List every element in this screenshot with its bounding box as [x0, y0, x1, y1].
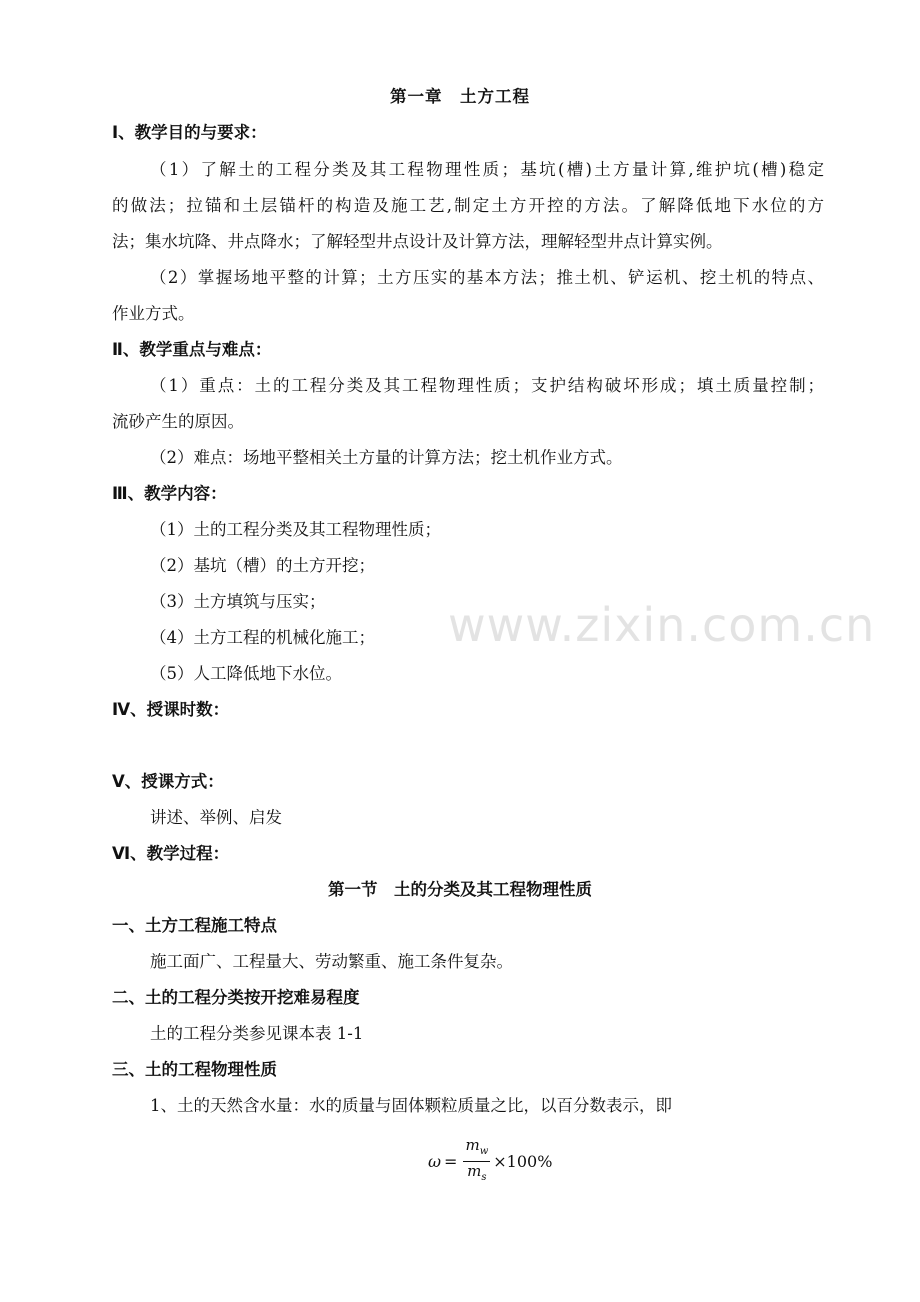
formula-numerator [463, 1136, 490, 1162]
formula-equals: = [444, 1151, 458, 1171]
content-item-2: （2）基坑（槽）的土方开挖； [150, 556, 375, 575]
sub-heading-1: 一、土方工程施工特点 [112, 916, 277, 935]
method-text: 讲述、举例、启发 [150, 808, 282, 827]
section-title: 第一节 土的分类及其工程物理性质 [328, 880, 592, 899]
chapter-title: 第一章 土方工程 [390, 87, 530, 106]
objectives-p2-line1: （2）掌握场地平整的计算；土方压实的基本方法；推土机、铲运机、挖土机的特点、 [150, 268, 824, 287]
sub-heading-2: 二、土的工程分类按开挖难易程度 [112, 988, 360, 1007]
formula-fraction [463, 1136, 490, 1187]
heading-objectives: Ⅰ、教学目的与要求： [112, 123, 267, 142]
formula-percent: ×100% [493, 1151, 553, 1171]
heading-hours: Ⅳ、授课时数： [112, 700, 230, 719]
objectives-p2-line2: 作业方式。 [112, 304, 195, 323]
content-item-5: （5）人工降低地下水位。 [150, 664, 342, 683]
formula-num-m: m [465, 1135, 480, 1154]
content-item-4: （4）土方工程的机械化施工； [150, 628, 375, 647]
formula-num-sub: w [479, 1145, 489, 1157]
heading-key-points: Ⅱ、教学重点与难点： [112, 340, 272, 359]
formula-denominator [465, 1162, 488, 1187]
objectives-p1-line1: （1）了解土的工程分类及其工程物理性质；基坑(槽)土方量计算,维护坑(槽)稳定 [150, 160, 824, 179]
sub-text-1: 施工面广、工程量大、劳动繁重、施工条件复杂。 [150, 952, 513, 971]
watermark: www.zixin.com.cn [448, 598, 876, 652]
formula-den-sub: s [481, 1171, 487, 1183]
formula-den-m: m [467, 1161, 482, 1180]
sub-text-3: 1、土的天然含水量：水的质量与固体颗粒质量之比，以百分数表示，即 [150, 1096, 672, 1115]
heading-method: Ⅴ、授课方式： [112, 772, 224, 791]
sub-heading-3: 三、土的工程物理性质 [112, 1060, 277, 1079]
heading-content: Ⅲ、教学内容： [112, 484, 227, 503]
objectives-p1-line2: 的做法；拉锚和土层锚杆的构造及施工艺,制定土方开控的方法。了解降低地下水位的方 [112, 196, 824, 215]
key-points-p2: （2）难点：场地平整相关土方量的计算方法；挖土机作业方式。 [150, 448, 623, 467]
key-points-p1-line1: （1）重点：土的工程分类及其工程物理性质；支护结构破坏形成；填土质量控制； [150, 376, 824, 395]
sub-text-2: 土的工程分类参见课本表 1-1 [150, 1024, 364, 1043]
content-item-1: （1）土的工程分类及其工程物理性质； [150, 520, 441, 539]
water-content-formula [428, 1136, 552, 1186]
formula-omega: ω [428, 1151, 442, 1171]
objectives-p1-line3: 法；集水坑降、井点降水；了解轻型井点设计及计算方法，理解轻型井点计算实例。 [112, 232, 723, 251]
key-points-p1-line2: 流砂产生的原因。 [112, 412, 244, 431]
heading-process: Ⅵ、教学过程： [112, 844, 230, 863]
content-item-3: （3）土方填筑与压实； [150, 592, 326, 611]
